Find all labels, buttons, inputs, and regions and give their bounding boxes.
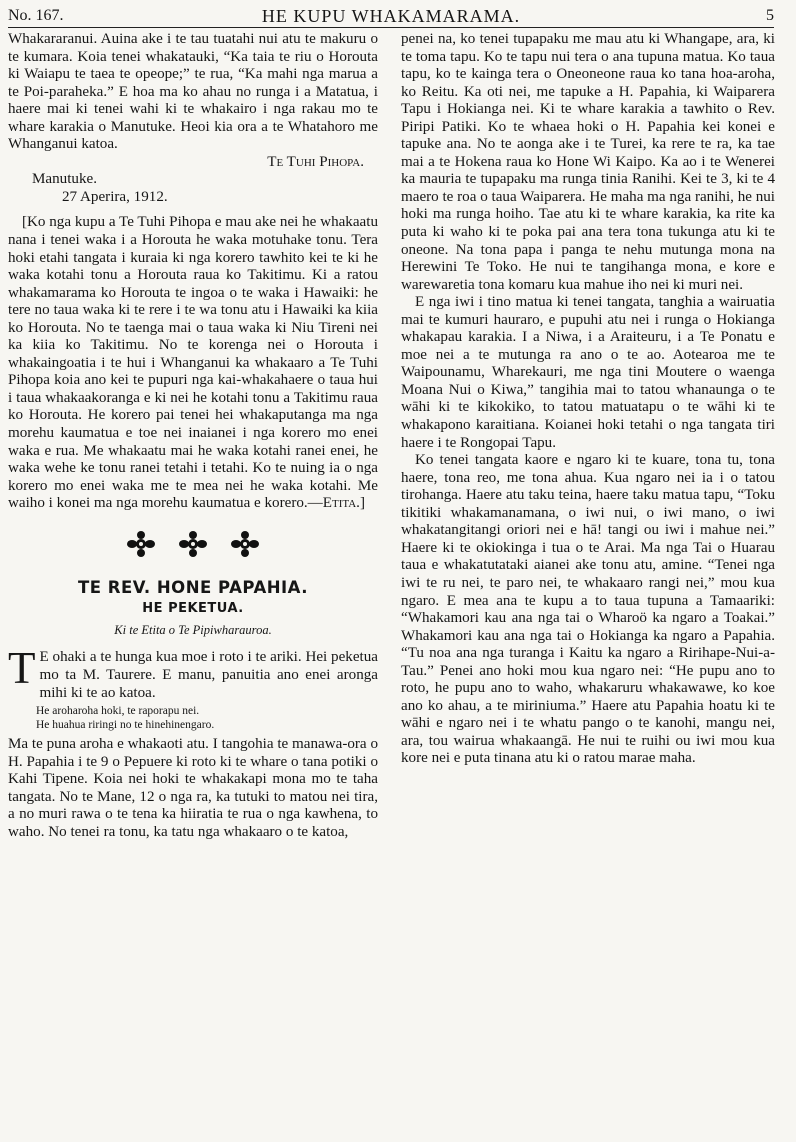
letter-date: 27 Aperira, 1912. [62, 188, 168, 205]
article-paragraph-2: Ma te puna aroha e whakaoti atu. I tangohia te manawa-ora o H. Papahia i te 9 o Pepuere ki roto ki te whare o tana potiki o Kahi Tipene. Koia nei hoki te whakakapi mona mo te taha tangata. No te Mane, 12 o nga ra, ka tutuki to matou nei tira, a no muri rawa o te tena ka hiiratia te rua o nga kawhena, to waho. No tenei ra tonu, ka tatu nga whakaaro o te katoa, [8, 736, 378, 840]
right-paragraph-1: penei na, ko tenei tupapaku me mau atu ki Whangape, ara, ki te toma tapu. Ko te tapu nui tera o ana tupuna matua. Ko taua tapu, ko te kainga tera o Oneoneone raua ko tana hoa-aroha, ko Reitu. Ka oti nei, me tapuke a H. Papahia, ki Waiparera Tapu i Hokianga nei. Ki te whare karakia a tawhito o Rev. Piripi Patiki. Ko te whaea hoki o H. Papahia kei konei e tapuke ana. No te aonga ake i te Turei, ka rere te ra, ka tae mai a te Hokena raua ko Hone Wi Kaipo. Ka ao i te Wenerei ka mauria te tupapaku ma runga tinia Ranihi. Kei te 3, ki te 4 maero te roa o taua Waiparera. He maha ma nga ranihi, he nui hoki ma runga hoiho. Tae atu ki te whare karakia, ka rite ka puta ki waho ki te poka pai ana tera tona tukunga atu ki te oneone. Na tona papa i panga te nehu mutunga mona na Herewini Te Toko. He nui te tangihanga mona, e kore e warewaretia tona komaru kua mahue iho nei ki muri nei. [401, 31, 776, 293]
editor-note [8, 214, 378, 512]
article-paragraph-1-text: E ohaki a te hunga kua moe i roto i te ariki. Hei peketua mo ta M. Taurere. E manu, panuitia ano enei aronga mihi ki te ao katoa. [39, 649, 378, 701]
verse-line: He huahua riringi no te hinehinengaro. [36, 719, 215, 732]
page-title: HE KUPU WHAKAMARAMA. [261, 6, 521, 26]
editor-note-text: [Ko nga kupu a Te Tuhi Pihopa e mau ake nei he whakaatu nana i tenei waka i a Horouta he waka motuhake tonu. Tera hoki etahi tangata i kuraia ki nga korero tawhito kei te ki he waka kotahi tonu a Horouta raua ko Takitimu. Ki a ratou whakamarama ko Horouta te ingoa o te waka i Hawaiki: he tere no taua waka ki te rere i te wa tonu atu i Hawaiki ka kiia ko Horouta. No te taenga mai o taua waka ki Niu Tireni nei ka kiia ko Takitimu. No te korenga nei o Horouta i whakaingoatia i te hui i Whanganui ka whakaaro a Te Tuhi Pihopa koia ano kei te pupuri nga kai-whakahaere o taua hui i taua whakaakoranga e ki nei he kotahi tonu a Takitimu raua ko Horouta. He korero pai tenei hei whakaputanga ma nga morehu kaumatua e toe nei inaianei i nga korero mo enei waka e rua. Me whakaatu mai he waka kotahi ranei enei, he waka wehe ke tonu ranei tetahi i tetahi. Ko te nuing ia o nga korero mo enei waka me te mea nei he waka kotahi. Me waiho i konei ma nga morehu kaumatua e korero.— [8, 214, 378, 512]
author-signature: Te Tuhi Pihopa. [267, 153, 364, 170]
page-number: 5 [766, 7, 774, 24]
right-paragraph-2: E nga iwi i tino matua ki tenei tangata, tanghia a wairuatia mai te kumuri hauraro, e pupuhi atu nei i runga o Hokianga whakapau karakia. I a Niwa, i a Araiteuru, i a Te Ponatu e moe nei a te mutunga ra ano o te ao. Aotearoa me te Waipounamu, Wharekauri, me nga tini Moutere o waenga Moana Nui o Kiwa,” tangihia mai to tatou whanaunga o te wāhi ki te kikokiko, to tatou matuatapu o te wāhi ki te whakapono karaitiana. Koianei hoki tetahi o nga tangata tiri haere i te Rongopai Tapu. [401, 294, 775, 451]
left-column [8, 31, 378, 841]
right-column [401, 31, 775, 768]
page-header [8, 5, 774, 28]
article-byline: Ki te Etita o Te Pipiwharauroa. [114, 622, 272, 637]
article-subtitle: HE PEKETUA. [142, 601, 244, 617]
letter-place: Manutuke. [32, 171, 97, 188]
right-paragraph-3: Ko tenei tangata kaore e ngaro ki te kuare, tona tu, tona haere, tona reo, me tona ahua. Kua ngaro nei ia i o tatou tirohanga. Haere atu taku teina, haere taku matua tapu, “Toku tikitiki whakamanamana, o iwi nui, o iwi mano, o iwi whakatangitangi oriori nei e hā! tangi ou iwi i mahue nei.” Haere ki te okiokinga i tua o te Arai. Ma nga Tai o Huarau taua e whakatutataki aianei ake tonu atu, amine. “Tenei nga iwi te ru nei, te paro nei, te whakaaro rangi nei,” mou kua ngaro. E mea ana te kupu a to taua tupuna a Tamaariki: “Whakamori kau ana nga tai o Wharoö ka ngaro a Toakai.” Whakamori kau ana nga tai o Hokianga ka ngaro a Papahia. “Tu noa ana nga turanga i Kaitu ka ngaro a Ririhape-Nui-a-Tau.” Penei ano hoki mou kua ngaro nei: “He pupu ano to roto, he pupu ano to waho, whakaruru whakawawe, ko koe ano ko ahau, a te miriniuma.” Haere atu Papahia hoatu ki te wāhi e ngaro nei i te whatu pango o te kanohi, mangu nei, ara, tou wairua whakaangā. He nui te ruihi ou iwi mou kua kore nei e puta tinana atu ki o ratou marae maha. [401, 452, 775, 767]
article-paragraph-1 [8, 643, 378, 702]
verse-line: He aroharoha hoki, te raporapu nei. [36, 705, 200, 718]
issue-number: No. 167. [8, 7, 64, 24]
flower-ornament-icon [178, 531, 208, 557]
article-title: TE REV. HONE PAPAHIA. [77, 577, 309, 597]
drop-cap: T [8, 643, 36, 694]
intro-paragraph: Whakararanui. Auina ake i te tau tuatahi nui atu te makuru o te kumara. Koia tenei whakatauki, “Ka taia te riu o Horouta ki Waiapu te taea te opeope;” te rua, “Ka mahi nga marua a te Poi-paraheka.” E hoa ma ko ahau no runga i a Matatua, i haere mai ki tenei wahi ki te whakairo i nga rakau mo te whare karakia o Manutuke. Heoi kia ora a te Whatahoro me Whanganui katoa. [8, 31, 378, 153]
ornament-row [8, 531, 378, 559]
verse-block [36, 704, 378, 732]
flower-ornament-icon [230, 531, 260, 557]
flower-ornament-icon [126, 531, 156, 557]
editor-signature: Etita.] [322, 495, 365, 512]
